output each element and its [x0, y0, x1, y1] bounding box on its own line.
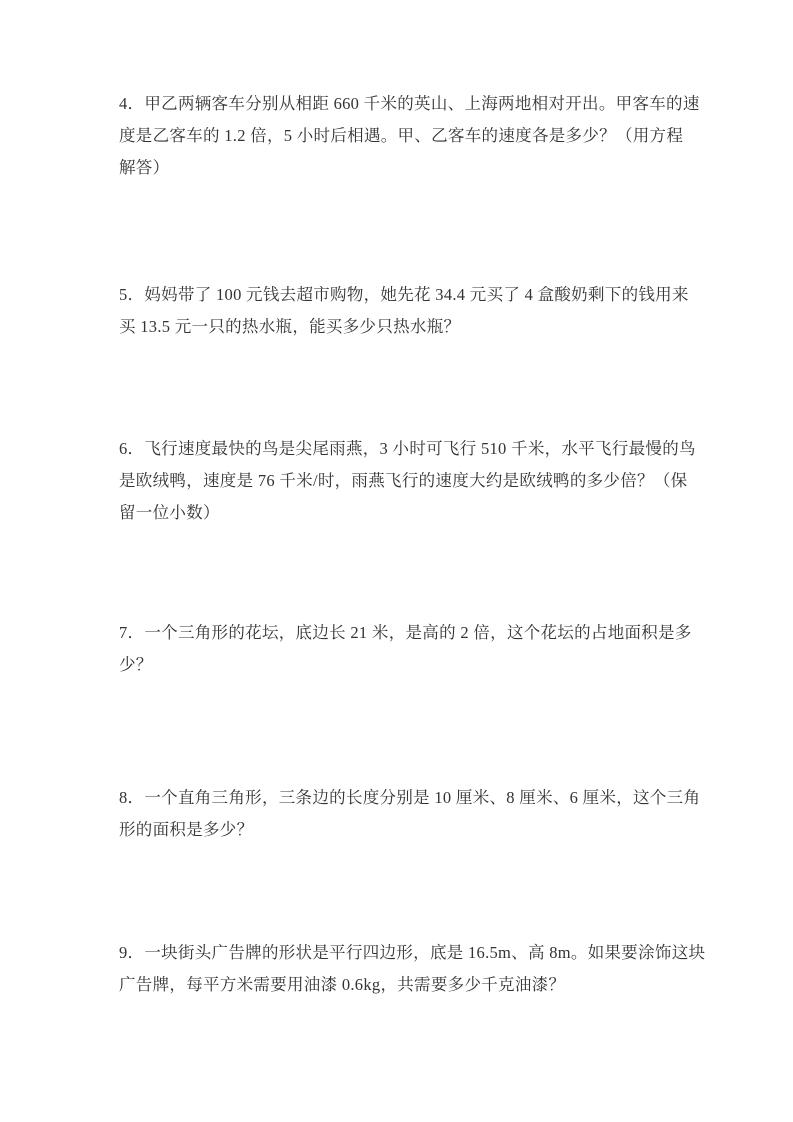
problem-7-line-2: 少？	[119, 655, 153, 674]
problem-8-line-1: 8．一个直角三角形，三条边的长度分别是 10 厘米、8 厘米、6 厘米，这个三角	[119, 788, 701, 807]
problem-4-line-3: 解答）	[119, 158, 170, 177]
problem-6	[119, 433, 696, 529]
problem-6-line-3: 留一位小数）	[119, 503, 220, 522]
problem-5-line-1: 5．妈妈带了 100 元钱去超市购物，她先花 34.4 元买了 4 盒酸奶剩下的钱用来	[119, 285, 689, 304]
problem-9-line-1: 9．一块街头广告牌的形状是平行四边形，底是 16.5m、高 8m。如果要涂饰这块	[119, 943, 706, 962]
problem-7	[119, 617, 692, 681]
problem-6-line-2: 是欧绒鸭，速度是 76 千米/时，雨燕飞行的速度大约是欧绒鸭的多少倍？（保	[119, 471, 688, 490]
problem-6-line-1: 6．飞行速度最快的鸟是尖尾雨燕，3 小时可飞行 510 千米，水平飞行最慢的鸟	[119, 439, 696, 458]
problem-9	[119, 937, 706, 1001]
problem-8	[119, 782, 701, 846]
problem-9-line-2: 广告牌，每平方米需要用油漆 0.6kg，共需要多少千克油漆？	[119, 975, 566, 994]
problem-4-line-2: 度是乙客车的 1.2 倍，5 小时后相遇。甲、乙客车的速度各是多少？（用方程	[119, 126, 684, 145]
problem-8-line-2: 形的面积是多少？	[119, 820, 254, 839]
problem-4	[119, 88, 700, 184]
problem-5	[119, 279, 689, 343]
problem-5-line-2: 买 13.5 元一只的热水瓶，能买多少只热水瓶？	[119, 317, 461, 336]
problem-7-line-1: 7．一个三角形的花坛，底边长 21 米，是高的 2 倍，这个花坛的占地面积是多	[119, 623, 692, 642]
problem-4-line-1: 4．甲乙两辆客车分别从相距 660 千米的英山、上海两地相对开出。甲客车的速	[119, 94, 700, 113]
